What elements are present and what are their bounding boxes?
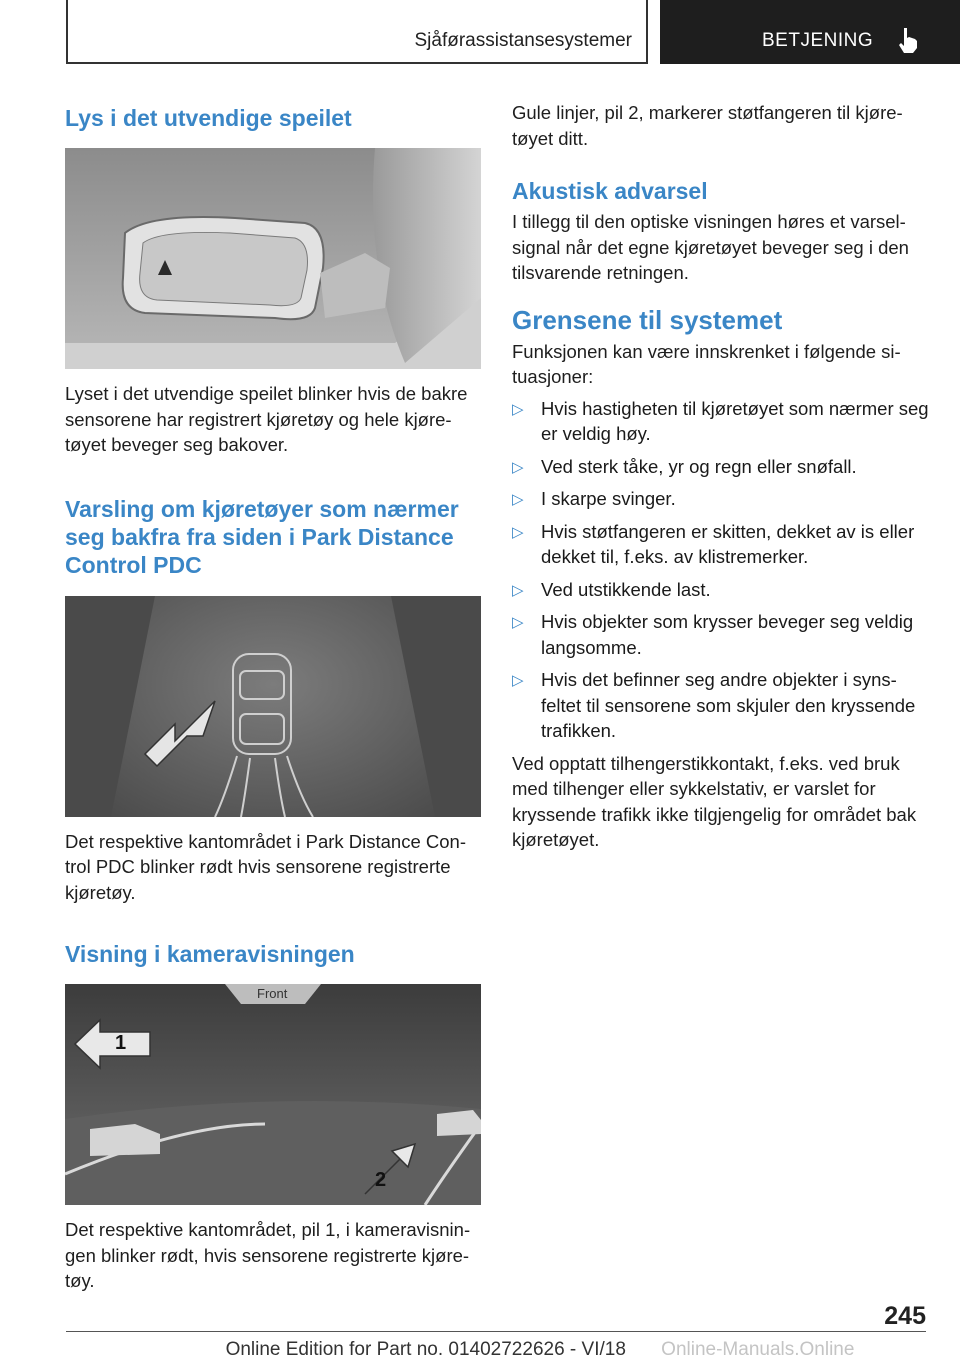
- heading-mirror-light: Lys i det utvendige speilet: [65, 105, 352, 131]
- limits-list: [512, 396, 932, 744]
- heading-system-limits: Grensene til systemet: [512, 304, 783, 335]
- section-label: BETJENING: [762, 30, 874, 51]
- paragraph-pdc-warning: Det respektive kantområdet i Park Distance Con-trol PDC blinker rødt hvis sensorene registrerte kjøretøy.: [65, 830, 467, 903]
- left-column: [65, 100, 481, 1294]
- limits-list-text: I skarpe svinger.: [541, 488, 676, 509]
- footer-edition: [0, 1339, 960, 1361]
- triangle-bullet-icon: ▷: [512, 581, 524, 599]
- triangle-bullet-icon: ▷: [512, 614, 524, 631]
- triangle-bullet-icon: ▷: [512, 672, 524, 689]
- header-section-tab: [660, 0, 960, 64]
- limits-list-text: Hvis objekter som krysser beveger seg veldig langsomme.: [541, 611, 914, 658]
- paragraph-acoustic-warning: I tillegg til den optiske visningen høres et varsel-signal når det egne kjøretøyet beveger seg i den tilsvarende retningen.: [512, 211, 909, 283]
- camera-arrow-2-label: 2: [375, 1169, 387, 1191]
- figure-pdc-display: [65, 596, 481, 817]
- hand-pointer-icon: [896, 26, 922, 59]
- triangle-bullet-icon: ▷: [512, 491, 524, 508]
- paragraph-trailer: Ved opptatt tilhengerstikkontakt, f.eks. ved bruk med tilhenger eller sykkelstativ, er varslet for kryssende trafikk ikke tilgjengelig for området bak kjøretøyet.: [512, 752, 917, 850]
- triangle-bullet-icon: ▷: [512, 523, 524, 541]
- page-number: 245: [884, 1302, 926, 1330]
- camera-arrow-1-label: 1: [115, 1032, 127, 1054]
- footer-divider: [66, 1331, 926, 1332]
- limits-list-item: [512, 667, 932, 744]
- figure-exterior-mirror: [65, 148, 481, 369]
- limits-list-text: Ved utstikkende last.: [541, 578, 711, 600]
- limits-list-text: Hvis det befinner seg andre objekter i syns-feltet til sensorene som skjuler den kryssende trafikken.: [541, 669, 916, 741]
- limits-list-item: [512, 454, 932, 480]
- chapter-title: Sjåførassistansesystemer: [414, 30, 632, 51]
- heading-acoustic-warning: Akustisk advarsel: [512, 178, 708, 204]
- heading-camera-view: Visning i kameravisningen: [65, 941, 355, 967]
- paragraph-mirror-light: Lyset i det utvendige speilet blinker hvis de bakre sensorene har registrert kjøretøy og hele kjøre-tøyet beveger seg bakover.: [65, 383, 468, 455]
- triangle-bullet-icon: ▷: [512, 400, 524, 418]
- heading-pdc-warning: Varsling om kjøretøyer som nærmer seg bakfra fra siden i Park Distance Control PDC: [65, 495, 459, 578]
- limits-list-text: Ved sterk tåke, yr og regn eller snøfall.: [541, 455, 857, 477]
- paragraph-limits-intro: Funksjonen kan være innskrenket i følgende si-tuasjoner:: [512, 340, 901, 387]
- limits-list-item: [512, 396, 932, 447]
- figure-camera-view: [65, 984, 481, 1205]
- limits-list-item: [512, 609, 932, 660]
- paragraph-camera-view: Det respektive kantområdet, pil 1, i kameravisnin-gen blinker rødt, hvis sensorene registrerte kjøre-tøy.: [65, 1219, 471, 1291]
- camera-front-label: Front: [257, 986, 288, 1001]
- limits-list-item: [512, 577, 932, 603]
- triangle-bullet-icon: ▷: [512, 458, 524, 476]
- footer-edition-text: Online Edition for Part no. 01402722626 - VI/18: [225, 1339, 626, 1360]
- right-column: [512, 100, 932, 853]
- limits-list-text: Hvis hastigheten til kjøretøyet som nærmer seg er veldig høy.: [541, 397, 929, 444]
- limits-list-item: [512, 519, 932, 570]
- watermark-text: Online-Manuals.Online: [661, 1339, 855, 1360]
- limits-list-item: [512, 486, 932, 512]
- header-chapter-box: [66, 0, 648, 64]
- paragraph-yellow-lines: Gule linjer, pil 2, markerer støtfangeren til kjøre-tøyet ditt.: [512, 102, 903, 149]
- limits-list-text: Hvis støtfangeren er skitten, dekket av is eller dekket til, f.eks. av klistremerker.: [541, 520, 915, 567]
